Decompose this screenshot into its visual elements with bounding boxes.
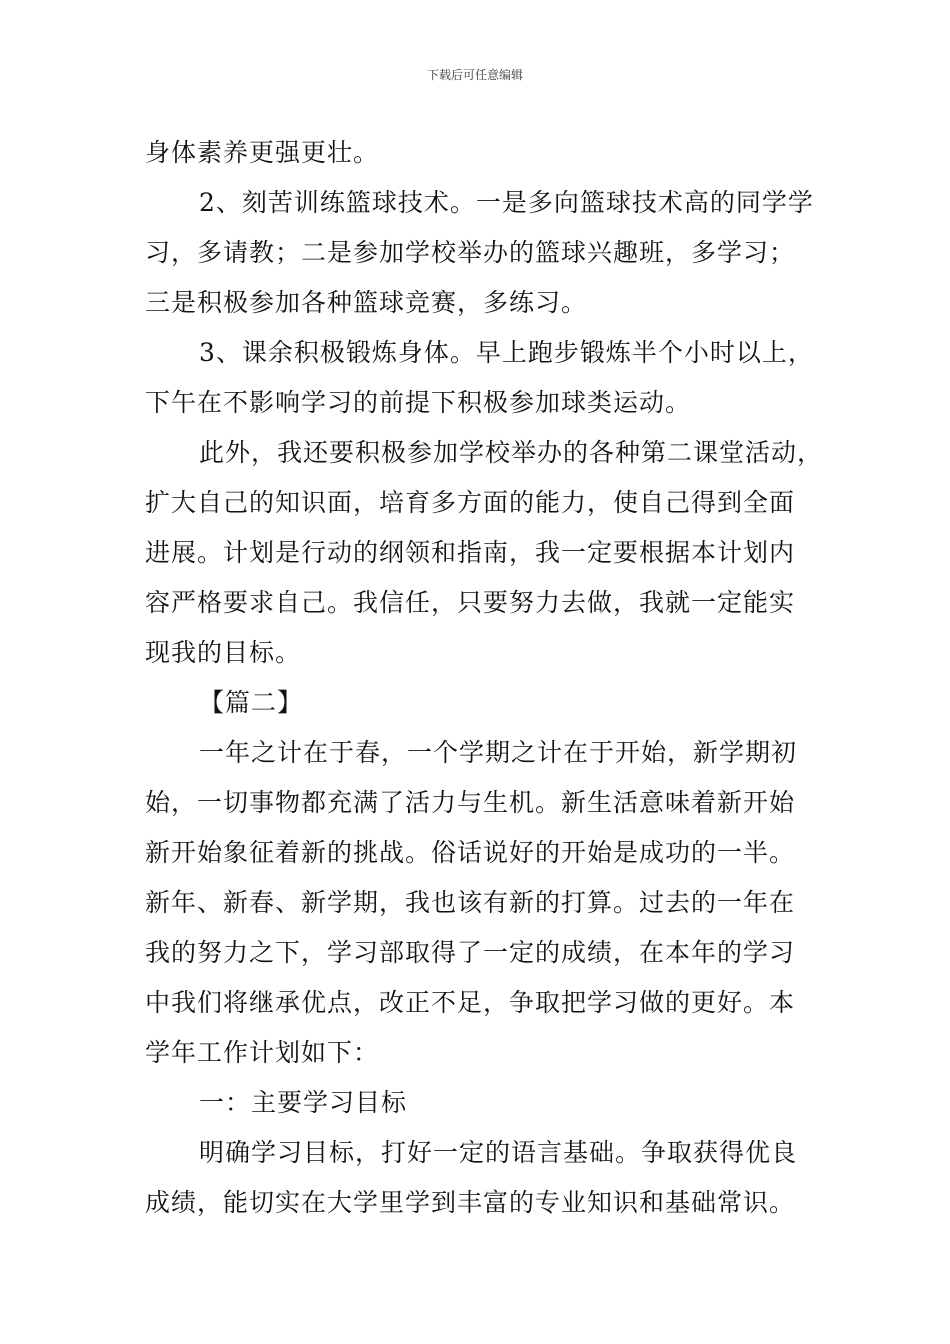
text-line: 扩大自己的知识面，培育多方面的能力，使自己得到全面: [145, 488, 796, 517]
text-line: 一年之计在于春，一个学期之计在于开始，新学期初: [199, 738, 798, 767]
text-line: 我的努力之下，学习部取得了一定的成绩，在本年的学习: [145, 938, 796, 967]
text-line: 成绩，能切实在大学里学到丰富的专业知识和基础常识。: [145, 1188, 796, 1217]
text-line: 2、刻苦训练篮球技术。一是多向篮球技术高的同学学: [199, 188, 814, 217]
section-heading: 【篇二】: [199, 688, 304, 717]
text-line: 容严格要求自己。我信任，只要努力去做，我就一定能实: [145, 588, 796, 617]
text-line: 始，一切事物都充满了活力与生机。新生活意味着新开始: [145, 788, 796, 817]
page-header: 下载后可任意编辑: [426, 68, 523, 82]
text-line: 学年工作计划如下：: [145, 1038, 380, 1067]
text-line: 习，多请教；二是参加学校举办的篮球兴趣班，多学习；: [145, 238, 796, 267]
text-line: 现我的目标。: [145, 638, 302, 667]
text-line: 身体素养更强更壮。: [145, 138, 380, 167]
document-body: [145, 128, 835, 1228]
text-line: 此外，我还要积极参加学校举办的各种第二课堂活动，: [199, 438, 824, 467]
subsection-heading: 一：主要学习目标: [199, 1088, 408, 1117]
text-line: 3、课余积极锻炼身体。早上跑步锻炼半个小时以上，: [199, 338, 814, 367]
text-line: 新年、新春、新学期，我也该有新的打算。过去的一年在: [145, 888, 796, 917]
text-line: 明确学习目标，打好一定的语言基础。争取获得优良: [199, 1138, 798, 1167]
text-line: 中我们将继承优点，改正不足，争取把学习做的更好。本: [145, 988, 796, 1017]
text-line: 下午在不影响学习的前提下积极参加球类运动。: [145, 388, 692, 417]
text-line: 新开始象征着新的挑战。俗话说好的开始是成功的一半。: [145, 838, 796, 867]
text-line: 进展。计划是行动的纲领和指南，我一定要根据本计划内: [145, 538, 796, 567]
text-line: 三是积极参加各种篮球竞赛，多练习。: [145, 288, 588, 317]
